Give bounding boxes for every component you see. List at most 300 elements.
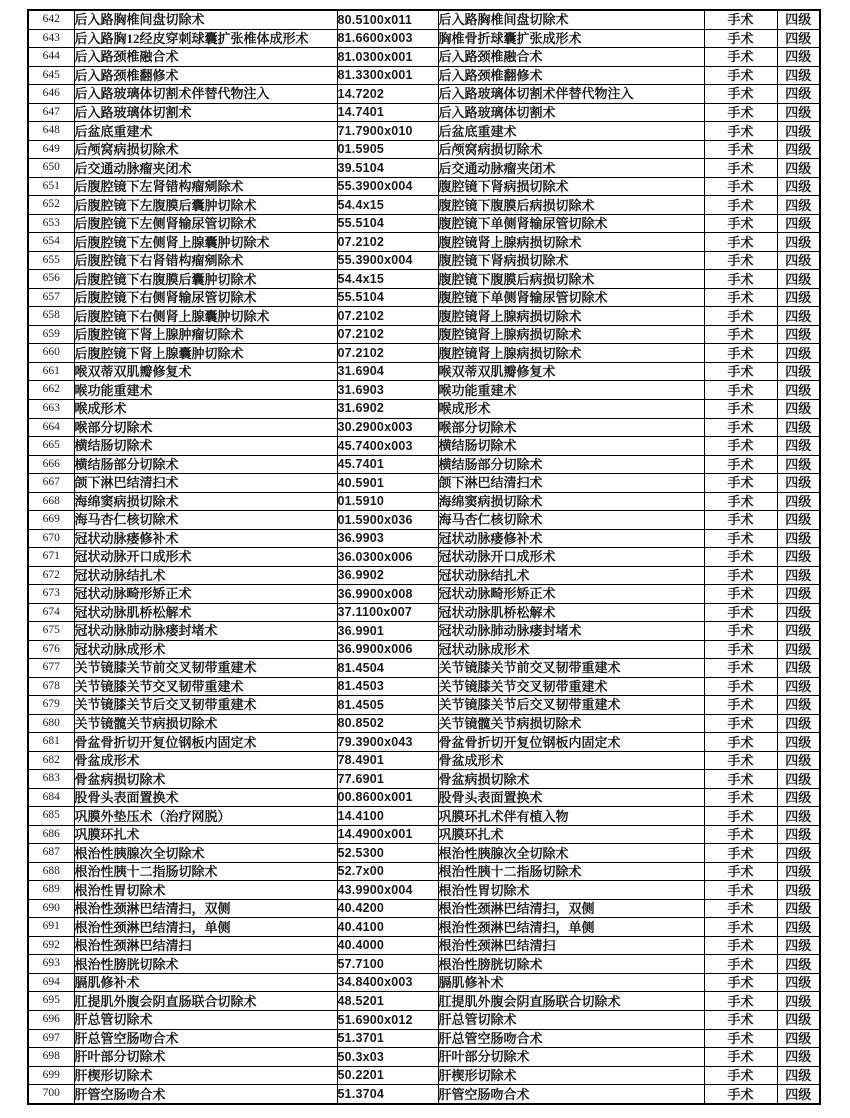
procedure-code-cell: 40.4000 xyxy=(337,936,438,955)
table-row xyxy=(28,381,820,400)
level-cell: 四级 xyxy=(777,251,820,270)
procedure-name-cell: 颌下淋巴结清扫术 xyxy=(74,474,337,493)
row-number-cell: 680 xyxy=(28,714,74,733)
row-number-cell: 686 xyxy=(28,825,74,844)
procedure-code-cell: 36.9901 xyxy=(337,622,438,641)
row-number-cell: 666 xyxy=(28,455,74,474)
row-number-cell: 648 xyxy=(28,122,74,141)
standard-name-cell: 根治性颈淋巴结清扫 xyxy=(438,936,704,955)
table-row xyxy=(28,233,820,252)
table-row xyxy=(28,751,820,770)
row-number-cell: 687 xyxy=(28,844,74,863)
table-row xyxy=(28,640,820,659)
procedure-name-cell: 根治性颈淋巴结清扫，双侧 xyxy=(74,899,337,918)
category-cell: 手术 xyxy=(704,992,777,1011)
procedure-code-cell: 79.3900x043 xyxy=(337,733,438,752)
table-row xyxy=(28,270,820,289)
procedure-name-cell: 肝总管空肠吻合术 xyxy=(74,1029,337,1048)
category-cell: 手术 xyxy=(704,807,777,826)
standard-name-cell: 肝总管切除术 xyxy=(438,1011,704,1030)
standard-name-cell: 喉部分切除术 xyxy=(438,418,704,437)
level-cell: 四级 xyxy=(777,1029,820,1048)
standard-name-cell: 腹腔镜下腹膜后病损切除术 xyxy=(438,270,704,289)
table-row xyxy=(28,936,820,955)
row-number-cell: 682 xyxy=(28,751,74,770)
standard-name-cell: 冠状动脉结扎术 xyxy=(438,566,704,585)
category-cell: 手术 xyxy=(704,399,777,418)
category-cell: 手术 xyxy=(704,29,777,48)
procedure-code-cell: 80.8502 xyxy=(337,714,438,733)
table-row xyxy=(28,770,820,789)
procedure-code-cell: 51.6900x012 xyxy=(337,1011,438,1030)
standard-name-cell: 关节镜膝关节后交叉韧带重建术 xyxy=(438,696,704,715)
procedure-code-cell: 36.9900x008 xyxy=(337,585,438,604)
table-row xyxy=(28,733,820,752)
level-cell: 四级 xyxy=(777,622,820,641)
table-row xyxy=(28,899,820,918)
procedure-code-cell: 55.3900x004 xyxy=(337,251,438,270)
procedure-name-cell: 海马杏仁核切除术 xyxy=(74,511,337,530)
row-number-cell: 679 xyxy=(28,696,74,715)
procedure-table-body xyxy=(28,10,820,1104)
procedure-name-cell: 冠状动脉畸形矫正术 xyxy=(74,585,337,604)
procedure-code-cell: 51.3704 xyxy=(337,1085,438,1104)
category-cell: 手术 xyxy=(704,899,777,918)
table-row xyxy=(28,177,820,196)
procedure-name-cell: 横结肠部分切除术 xyxy=(74,455,337,474)
procedure-table xyxy=(27,9,821,1105)
procedure-name-cell: 后腹腔镜下左侧肾上腺囊肿切除术 xyxy=(74,233,337,252)
level-cell: 四级 xyxy=(777,455,820,474)
level-cell: 四级 xyxy=(777,955,820,974)
procedure-code-cell: 36.0300x006 xyxy=(337,548,438,567)
level-cell: 四级 xyxy=(777,474,820,493)
row-number-cell: 698 xyxy=(28,1048,74,1067)
row-number-cell: 669 xyxy=(28,511,74,530)
level-cell: 四级 xyxy=(777,603,820,622)
procedure-name-cell: 后颅窝病损切除术 xyxy=(74,140,337,159)
procedure-name-cell: 关节镜膝关节交叉韧带重建术 xyxy=(74,677,337,696)
standard-name-cell: 喉双蒂双肌瓣修复术 xyxy=(438,362,704,381)
table-row xyxy=(28,474,820,493)
standard-name-cell: 冠状动脉瘘修补术 xyxy=(438,529,704,548)
procedure-name-cell: 后腹腔镜下左肾错构瘤剜除术 xyxy=(74,177,337,196)
procedure-name-cell: 关节镜髋关节病损切除术 xyxy=(74,714,337,733)
standard-name-cell: 关节镜髋关节病损切除术 xyxy=(438,714,704,733)
procedure-code-cell: 51.3701 xyxy=(337,1029,438,1048)
level-cell: 四级 xyxy=(777,714,820,733)
table-row xyxy=(28,85,820,104)
level-cell: 四级 xyxy=(777,1085,820,1104)
procedure-code-cell: 81.4503 xyxy=(337,677,438,696)
procedure-name-cell: 喉成形术 xyxy=(74,399,337,418)
standard-name-cell: 巩膜环扎术 xyxy=(438,825,704,844)
standard-name-cell: 肛提肌外腹会阴直肠联合切除术 xyxy=(438,992,704,1011)
category-cell: 手术 xyxy=(704,918,777,937)
table-row xyxy=(28,29,820,48)
category-cell: 手术 xyxy=(704,844,777,863)
procedure-name-cell: 冠状动脉肺动脉瘘封堵术 xyxy=(74,622,337,641)
standard-name-cell: 后入路颈椎翻修术 xyxy=(438,66,704,85)
category-cell: 手术 xyxy=(704,362,777,381)
procedure-code-cell: 00.8600x001 xyxy=(337,788,438,807)
procedure-code-cell: 77.6901 xyxy=(337,770,438,789)
category-cell: 手术 xyxy=(704,770,777,789)
level-cell: 四级 xyxy=(777,325,820,344)
row-number-cell: 671 xyxy=(28,548,74,567)
row-number-cell: 643 xyxy=(28,29,74,48)
procedure-name-cell: 根治性胃切除术 xyxy=(74,881,337,900)
procedure-name-cell: 巩膜外垫压术（治疗网脱） xyxy=(74,807,337,826)
table-row xyxy=(28,659,820,678)
category-cell: 手术 xyxy=(704,251,777,270)
procedure-code-cell: 71.7900x010 xyxy=(337,122,438,141)
category-cell: 手术 xyxy=(704,511,777,530)
standard-name-cell: 冠状动脉肺动脉瘘封堵术 xyxy=(438,622,704,641)
table-row xyxy=(28,159,820,178)
standard-name-cell: 肝总管空肠吻合术 xyxy=(438,1029,704,1048)
level-cell: 四级 xyxy=(777,214,820,233)
level-cell: 四级 xyxy=(777,899,820,918)
table-row xyxy=(28,825,820,844)
level-cell: 四级 xyxy=(777,196,820,215)
row-number-cell: 650 xyxy=(28,159,74,178)
table-row xyxy=(28,122,820,141)
row-number-cell: 692 xyxy=(28,936,74,955)
row-number-cell: 696 xyxy=(28,1011,74,1030)
standard-name-cell: 横结肠切除术 xyxy=(438,437,704,456)
level-cell: 四级 xyxy=(777,751,820,770)
row-number-cell: 642 xyxy=(28,10,74,29)
row-number-cell: 662 xyxy=(28,381,74,400)
category-cell: 手术 xyxy=(704,733,777,752)
table-row xyxy=(28,548,820,567)
table-row xyxy=(28,344,820,363)
procedure-code-cell: 80.5100x011 xyxy=(337,10,438,29)
procedure-name-cell: 巩膜环扎术 xyxy=(74,825,337,844)
standard-name-cell: 腹腔镜肾上腺病损切除术 xyxy=(438,233,704,252)
row-number-cell: 651 xyxy=(28,177,74,196)
procedure-name-cell: 根治性胰十二指肠切除术 xyxy=(74,862,337,881)
category-cell: 手术 xyxy=(704,122,777,141)
category-cell: 手术 xyxy=(704,437,777,456)
category-cell: 手术 xyxy=(704,492,777,511)
level-cell: 四级 xyxy=(777,696,820,715)
category-cell: 手术 xyxy=(704,85,777,104)
category-cell: 手术 xyxy=(704,622,777,641)
category-cell: 手术 xyxy=(704,566,777,585)
standard-name-cell: 根治性颈淋巴结清扫，单侧 xyxy=(438,918,704,937)
procedure-name-cell: 后入路颈椎融合术 xyxy=(74,48,337,67)
procedure-code-cell: 55.5104 xyxy=(337,214,438,233)
standard-name-cell: 骨盆骨折切开复位钢板内固定术 xyxy=(438,733,704,752)
table-row xyxy=(28,196,820,215)
standard-name-cell: 根治性胰腺次全切除术 xyxy=(438,844,704,863)
procedure-code-cell: 31.6903 xyxy=(337,381,438,400)
procedure-name-cell: 关节镜膝关节前交叉韧带重建术 xyxy=(74,659,337,678)
procedure-name-cell: 喉双蒂双肌瓣修复术 xyxy=(74,362,337,381)
procedure-code-cell: 45.7400x003 xyxy=(337,437,438,456)
procedure-name-cell: 肝管空肠吻合术 xyxy=(74,1085,337,1104)
procedure-name-cell: 后入路颈椎翻修术 xyxy=(74,66,337,85)
row-number-cell: 674 xyxy=(28,603,74,622)
procedure-name-cell: 后入路胸12经皮穿刺球囊扩张椎体成形术 xyxy=(74,29,337,48)
standard-name-cell: 骨盆成形术 xyxy=(438,751,704,770)
procedure-name-cell: 后腹腔镜下右侧肾输尿管切除术 xyxy=(74,288,337,307)
table-row xyxy=(28,437,820,456)
procedure-code-cell: 54.4x15 xyxy=(337,196,438,215)
table-row xyxy=(28,251,820,270)
row-number-cell: 676 xyxy=(28,640,74,659)
category-cell: 手术 xyxy=(704,103,777,122)
row-number-cell: 683 xyxy=(28,770,74,789)
procedure-name-cell: 后腹腔镜下右侧肾上腺囊肿切除术 xyxy=(74,307,337,326)
procedure-name-cell: 关节镜膝关节后交叉韧带重建术 xyxy=(74,696,337,715)
category-cell: 手术 xyxy=(704,344,777,363)
row-number-cell: 684 xyxy=(28,788,74,807)
procedure-code-cell: 55.3900x004 xyxy=(337,177,438,196)
level-cell: 四级 xyxy=(777,862,820,881)
level-cell: 四级 xyxy=(777,659,820,678)
row-number-cell: 667 xyxy=(28,474,74,493)
table-row xyxy=(28,418,820,437)
standard-name-cell: 冠状动脉成形术 xyxy=(438,640,704,659)
category-cell: 手术 xyxy=(704,788,777,807)
category-cell: 手术 xyxy=(704,640,777,659)
category-cell: 手术 xyxy=(704,973,777,992)
procedure-code-cell: 07.2102 xyxy=(337,233,438,252)
row-number-cell: 695 xyxy=(28,992,74,1011)
table-row xyxy=(28,1085,820,1104)
level-cell: 四级 xyxy=(777,233,820,252)
table-row xyxy=(28,103,820,122)
level-cell: 四级 xyxy=(777,288,820,307)
category-cell: 手术 xyxy=(704,548,777,567)
row-number-cell: 693 xyxy=(28,955,74,974)
row-number-cell: 659 xyxy=(28,325,74,344)
procedure-name-cell: 海绵窦病损切除术 xyxy=(74,492,337,511)
level-cell: 四级 xyxy=(777,918,820,937)
category-cell: 手术 xyxy=(704,659,777,678)
level-cell: 四级 xyxy=(777,677,820,696)
level-cell: 四级 xyxy=(777,1048,820,1067)
table-row xyxy=(28,807,820,826)
standard-name-cell: 腹腔镜下单侧肾输尿管切除术 xyxy=(438,288,704,307)
procedure-name-cell: 冠状动脉结扎术 xyxy=(74,566,337,585)
level-cell: 四级 xyxy=(777,511,820,530)
row-number-cell: 697 xyxy=(28,1029,74,1048)
table-row xyxy=(28,714,820,733)
standard-name-cell: 肝叶部分切除术 xyxy=(438,1048,704,1067)
row-number-cell: 689 xyxy=(28,881,74,900)
category-cell: 手术 xyxy=(704,696,777,715)
procedure-code-cell: 45.7401 xyxy=(337,455,438,474)
level-cell: 四级 xyxy=(777,825,820,844)
level-cell: 四级 xyxy=(777,103,820,122)
procedure-code-cell: 36.9902 xyxy=(337,566,438,585)
level-cell: 四级 xyxy=(777,381,820,400)
procedure-code-cell: 36.9903 xyxy=(337,529,438,548)
procedure-code-cell: 40.4100 xyxy=(337,918,438,937)
row-number-cell: 654 xyxy=(28,233,74,252)
table-row xyxy=(28,585,820,604)
procedure-code-cell: 36.9900x006 xyxy=(337,640,438,659)
category-cell: 手术 xyxy=(704,381,777,400)
category-cell: 手术 xyxy=(704,1066,777,1085)
table-row xyxy=(28,455,820,474)
category-cell: 手术 xyxy=(704,936,777,955)
standard-name-cell: 后颅窝病损切除术 xyxy=(438,140,704,159)
level-cell: 四级 xyxy=(777,1066,820,1085)
row-number-cell: 653 xyxy=(28,214,74,233)
standard-name-cell: 肝楔形切除术 xyxy=(438,1066,704,1085)
level-cell: 四级 xyxy=(777,85,820,104)
standard-name-cell: 横结肠部分切除术 xyxy=(438,455,704,474)
level-cell: 四级 xyxy=(777,733,820,752)
table-row xyxy=(28,511,820,530)
row-number-cell: 681 xyxy=(28,733,74,752)
procedure-code-cell: 07.2102 xyxy=(337,325,438,344)
standard-name-cell: 根治性胃切除术 xyxy=(438,881,704,900)
row-number-cell: 694 xyxy=(28,973,74,992)
standard-name-cell: 腹腔镜下腹膜后病损切除术 xyxy=(438,196,704,215)
table-row xyxy=(28,399,820,418)
procedure-name-cell: 根治性颈淋巴结清扫，单侧 xyxy=(74,918,337,937)
procedure-name-cell: 后腹腔镜下右肾错构瘤剜除术 xyxy=(74,251,337,270)
procedure-code-cell: 54.4x15 xyxy=(337,270,438,289)
row-number-cell: 655 xyxy=(28,251,74,270)
standard-name-cell: 后入路胸椎间盘切除术 xyxy=(438,10,704,29)
procedure-code-cell: 40.4200 xyxy=(337,899,438,918)
table-row xyxy=(28,1048,820,1067)
table-row xyxy=(28,696,820,715)
category-cell: 手术 xyxy=(704,196,777,215)
standard-name-cell: 冠状动脉畸形矫正术 xyxy=(438,585,704,604)
procedure-name-cell: 股骨头表面置换术 xyxy=(74,788,337,807)
procedure-code-cell: 55.5104 xyxy=(337,288,438,307)
table-row xyxy=(28,844,820,863)
procedure-code-cell: 07.2102 xyxy=(337,344,438,363)
procedure-name-cell: 喉功能重建术 xyxy=(74,381,337,400)
procedure-name-cell: 后入路玻璃体切割术伴替代物注入 xyxy=(74,85,337,104)
procedure-code-cell: 81.3300x001 xyxy=(337,66,438,85)
standard-name-cell: 冠状动脉肌桥松解术 xyxy=(438,603,704,622)
table-row xyxy=(28,603,820,622)
procedure-code-cell: 14.4900x001 xyxy=(337,825,438,844)
procedure-code-cell: 52.5300 xyxy=(337,844,438,863)
table-row xyxy=(28,529,820,548)
procedure-code-cell: 14.4100 xyxy=(337,807,438,826)
standard-name-cell: 腹腔镜下肾病损切除术 xyxy=(438,177,704,196)
category-cell: 手术 xyxy=(704,474,777,493)
standard-name-cell: 海马杏仁核切除术 xyxy=(438,511,704,530)
procedure-code-cell: 48.5201 xyxy=(337,992,438,1011)
procedure-code-cell: 57.7100 xyxy=(337,955,438,974)
procedure-name-cell: 根治性胰腺次全切除术 xyxy=(74,844,337,863)
procedure-name-cell: 膈肌修补术 xyxy=(74,973,337,992)
table-row xyxy=(28,66,820,85)
procedure-code-cell: 14.7401 xyxy=(337,103,438,122)
row-number-cell: 645 xyxy=(28,66,74,85)
level-cell: 四级 xyxy=(777,48,820,67)
row-number-cell: 664 xyxy=(28,418,74,437)
level-cell: 四级 xyxy=(777,844,820,863)
standard-name-cell: 骨盆病损切除术 xyxy=(438,770,704,789)
standard-name-cell: 膈肌修补术 xyxy=(438,973,704,992)
table-row xyxy=(28,677,820,696)
procedure-code-cell: 01.5910 xyxy=(337,492,438,511)
procedure-code-cell: 37.1100x007 xyxy=(337,603,438,622)
standard-name-cell: 颌下淋巴结清扫术 xyxy=(438,474,704,493)
standard-name-cell: 肝管空肠吻合术 xyxy=(438,1085,704,1104)
level-cell: 四级 xyxy=(777,640,820,659)
level-cell: 四级 xyxy=(777,140,820,159)
procedure-name-cell: 喉部分切除术 xyxy=(74,418,337,437)
level-cell: 四级 xyxy=(777,1011,820,1030)
procedure-name-cell: 后腹腔镜下左腹膜后囊肿切除术 xyxy=(74,196,337,215)
category-cell: 手术 xyxy=(704,1085,777,1104)
level-cell: 四级 xyxy=(777,177,820,196)
standard-name-cell: 根治性膀胱切除术 xyxy=(438,955,704,974)
category-cell: 手术 xyxy=(704,751,777,770)
level-cell: 四级 xyxy=(777,529,820,548)
category-cell: 手术 xyxy=(704,325,777,344)
row-number-cell: 670 xyxy=(28,529,74,548)
row-number-cell: 690 xyxy=(28,899,74,918)
category-cell: 手术 xyxy=(704,603,777,622)
procedure-code-cell: 81.4505 xyxy=(337,696,438,715)
row-number-cell: 646 xyxy=(28,85,74,104)
category-cell: 手术 xyxy=(704,1011,777,1030)
procedure-name-cell: 冠状动脉开口成形术 xyxy=(74,548,337,567)
level-cell: 四级 xyxy=(777,418,820,437)
standard-name-cell: 后交通动脉瘤夹闭术 xyxy=(438,159,704,178)
row-number-cell: 660 xyxy=(28,344,74,363)
table-row xyxy=(28,48,820,67)
level-cell: 四级 xyxy=(777,807,820,826)
procedure-code-cell: 50.3x03 xyxy=(337,1048,438,1067)
category-cell: 手术 xyxy=(704,307,777,326)
category-cell: 手术 xyxy=(704,214,777,233)
table-row xyxy=(28,788,820,807)
category-cell: 手术 xyxy=(704,66,777,85)
standard-name-cell: 海绵窦病损切除术 xyxy=(438,492,704,511)
standard-name-cell: 腹腔镜肾上腺病损切除术 xyxy=(438,307,704,326)
category-cell: 手术 xyxy=(704,1029,777,1048)
table-row xyxy=(28,992,820,1011)
row-number-cell: 685 xyxy=(28,807,74,826)
level-cell: 四级 xyxy=(777,307,820,326)
table-row xyxy=(28,622,820,641)
category-cell: 手术 xyxy=(704,881,777,900)
procedure-code-cell: 31.6902 xyxy=(337,399,438,418)
category-cell: 手术 xyxy=(704,955,777,974)
standard-name-cell: 腹腔镜肾上腺病损切除术 xyxy=(438,344,704,363)
row-number-cell: 672 xyxy=(28,566,74,585)
level-cell: 四级 xyxy=(777,29,820,48)
standard-name-cell: 关节镜膝关节前交叉韧带重建术 xyxy=(438,659,704,678)
category-cell: 手术 xyxy=(704,677,777,696)
category-cell: 手术 xyxy=(704,233,777,252)
category-cell: 手术 xyxy=(704,529,777,548)
standard-name-cell: 后入路颈椎融合术 xyxy=(438,48,704,67)
standard-name-cell: 后入路玻璃体切割术 xyxy=(438,103,704,122)
procedure-code-cell: 31.6904 xyxy=(337,362,438,381)
procedure-name-cell: 肝楔形切除术 xyxy=(74,1066,337,1085)
table-row xyxy=(28,918,820,937)
table-row xyxy=(28,862,820,881)
category-cell: 手术 xyxy=(704,10,777,29)
